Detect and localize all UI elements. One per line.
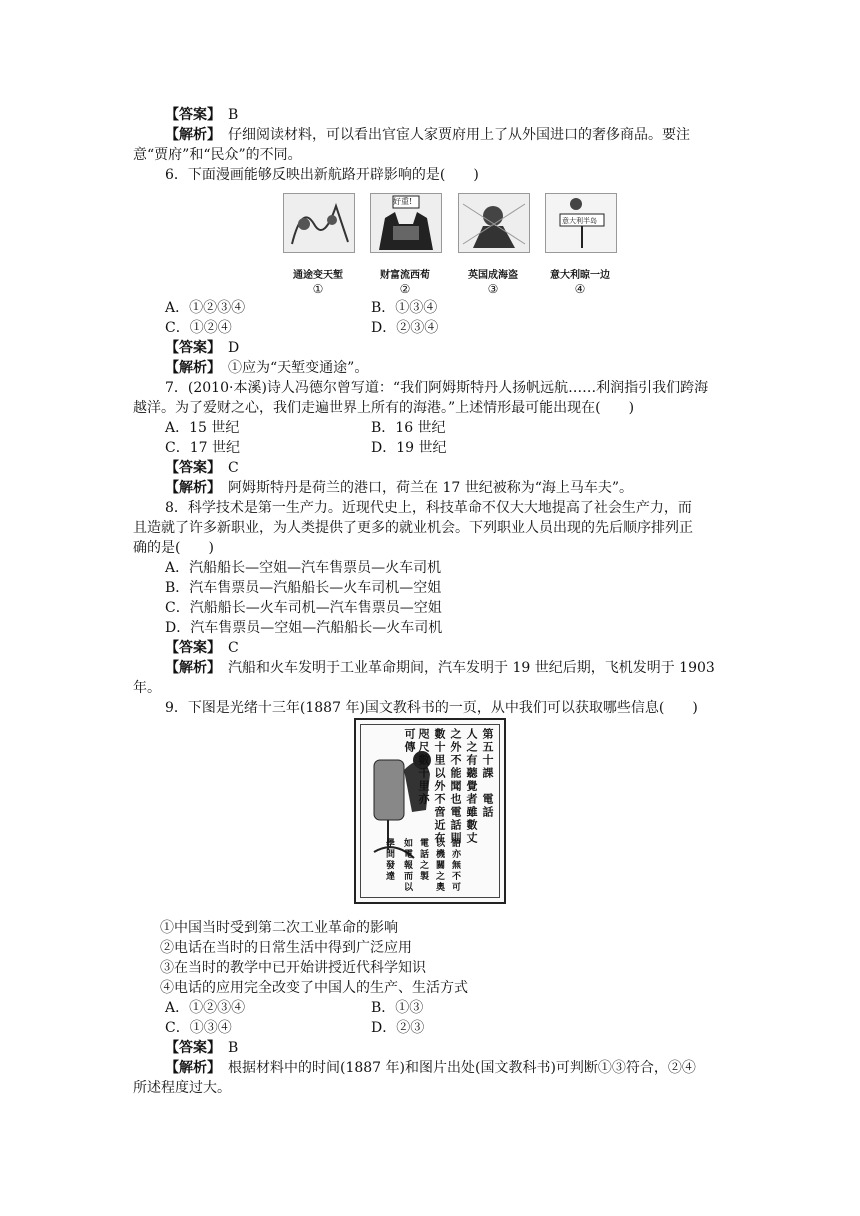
textbook-column-1: 第五十課 電話 [481,728,494,819]
answer-tag: 【答案】 [165,460,214,476]
q6-answer-line [165,338,239,358]
cartoon-3-drawing [459,194,529,252]
cartoon-3-number: ③ [487,282,499,296]
cartoon-1-drawing [284,194,354,252]
cartoon-2-bubble: 好重! [393,197,413,206]
textbook-page-image [354,718,506,904]
textbook-column-2: 人之有聽覺者雖數丈 [465,728,478,845]
q8-stem-cont-2: 确的是( ) [133,540,214,556]
q7-option-a: A．15 世纪 [165,420,240,436]
analysis-tag: 【解析】 [165,127,214,143]
q7-stem: 7．(2010·本溪)诗人冯德尔曾写道：“我们阿姆斯特丹人扬帆远航……利润指引我们跨海 [165,380,709,396]
q9-option-a: A．①②③④ [165,1000,246,1016]
answer-value: C [228,460,239,476]
q8-analysis-line [165,658,715,678]
q9-statement-1: ①中国当时受到第二次工业革命的影响 [160,920,398,936]
textbook-column-8: 電話之製 [418,838,428,882]
analysis-text: 阿姆斯特丹是荷兰的港口，荷兰在 17 世纪被称为“海上马车夫”。 [228,480,634,496]
q7-option-c: C．17 世纪 [165,440,240,456]
analysis-tag: 【解析】 [165,1060,214,1076]
cartoon-3-image [458,193,530,253]
textbook-column-10: 學問發達 [384,838,394,882]
answer-tag: 【答案】 [165,640,214,656]
textbook-column-5: 咫尺數千里亦可傳 [403,728,430,806]
q9-answer-line [165,1038,238,1058]
answer-value: D [228,340,240,356]
analysis-text: 汽船和火车发明于工业革命期间，汽车发明于 19 世纪后期，飞机发明于 1903 [228,660,715,676]
textbook-column-7: 以機關之奧 [434,838,444,893]
q8-analysis-cont: 年。 [133,680,161,696]
q9-statement-3: ③在当时的教学中已开始讲授近代科学知识 [160,960,426,976]
analysis-tag: 【解析】 [165,660,214,676]
analysis-tag: 【解析】 [165,480,214,496]
answer-tag: 【答案】 [165,107,214,123]
cartoon-4-caption: 意大利晾一边 [550,270,610,281]
cartoon-1-number: ① [312,282,324,296]
textbook-column-3: 之外不能聞也電話則 [449,728,462,845]
q6-option-c: C．①②④ [165,320,232,336]
analysis-text: ①应为“天堑变通途”。 [228,360,369,376]
q6-option-d: D．②③④ [371,320,439,336]
q6-option-b: B．①③④ [371,300,438,316]
q8-option-a: A．汽船船长—空姐—汽车售票员—火车司机 [165,560,442,576]
q7-answer-line [165,458,239,478]
cartoon-4-number: ④ [574,282,586,296]
q9-analysis-line [165,1058,696,1078]
q9-statement-4: ④电话的应用完全改变了中国人的生产、生活方式 [160,980,468,996]
cartoon-2-image [370,193,442,253]
cartoon-1-image [283,193,355,253]
q7-stem-cont: 越洋。为了爱财之心，我们走遍世界上所有的海港。”上述情形最可能出现在( ) [133,400,635,416]
q5-analysis-line [165,125,690,145]
cartoon-2-number: ② [399,282,411,296]
q9-option-b: B．①③ [371,1000,424,1016]
q9-stem: 9．下图是光绪十三年(1887 年)国文教科书的一页，从中我们可以获取哪些信息( ) [165,700,698,716]
q8-answer-line [165,638,239,658]
q6-analysis-line [165,358,368,378]
q5-answer-line [165,105,238,125]
analysis-text: 根据材料中的时间(1887 年)和图片出处(国文教科书)可判断①③符合，②④ [228,1060,696,1076]
textbook-column-9: 如電報而以 [402,838,412,893]
q9-option-d: D．②③ [371,1020,425,1036]
q9-statement-2: ②电话在当时的日常生活中得到广泛应用 [160,940,412,956]
cartoon-4-image [545,193,617,253]
q7-option-b: B．16 世纪 [371,420,446,436]
answer-value: B [228,107,239,123]
answer-tag: 【答案】 [165,1040,214,1056]
q7-analysis-line [165,478,633,498]
answer-value: B [228,1040,239,1056]
q6-stem: 6．下面漫画能够反映出新航路开辟影响的是( ) [165,167,479,183]
q9-option-c: C．①③④ [165,1020,232,1036]
q8-stem-cont-1: 且造就了许多新职业，为人类提供了更多的就业机会。下列职业人员出现的先后顺序排列正 [133,520,693,536]
q6-option-a: A．①②③④ [165,300,246,316]
textbook-column-4: 數十里以外不啻近在 [433,728,446,845]
q8-option-b: B．汽车售票员—汽船船长—火车司机—空姐 [165,580,442,596]
answer-value: C [228,640,239,656]
cartoon-4-sign: 意大利半岛 [562,217,597,225]
cartoon-2-caption: 财富流西荀 [380,270,430,281]
answer-tag: 【答案】 [165,340,214,356]
q8-option-d: D．汽车售票员—空姐—汽船船长—火车司机 [165,620,443,636]
analysis-text: 仔细阅读材料，可以看出官宦人家贾府用上了从外国进口的奢侈商品。要注 [228,127,690,143]
q5-analysis-cont: 意“贾府”和“民众”的不同。 [133,147,302,163]
textbook-column-6: 語亦無不可 [450,838,460,893]
cartoon-3-caption: 英国成海盗 [468,270,518,281]
q9-analysis-cont: 所述程度过大。 [133,1080,231,1096]
analysis-tag: 【解析】 [165,360,214,376]
q7-option-d: D．19 世纪 [371,440,447,456]
q8-stem: 8．科学技术是第一生产力。近现代史上，科技革命不仅大大地提高了社会生产力，而 [165,500,692,516]
q8-option-c: C．汽船船长—火车司机—汽车售票员—空姐 [165,600,442,616]
cartoon-1-caption: 通途变天堑 [293,270,343,281]
